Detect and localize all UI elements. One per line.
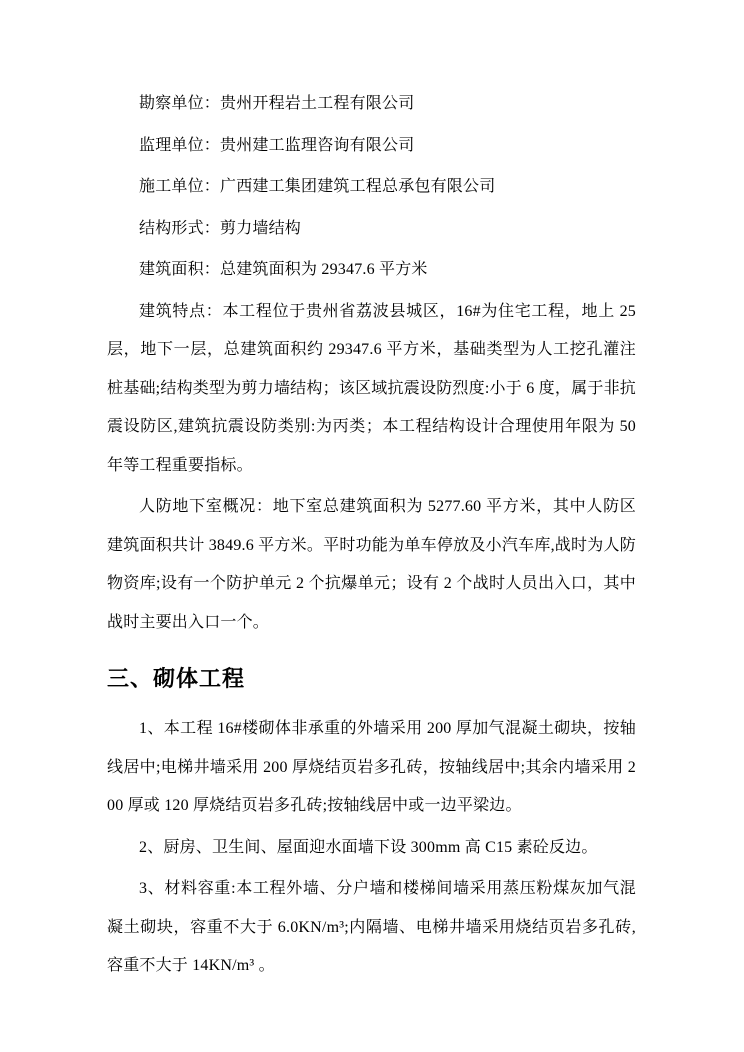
para-masonry-item-1: 1、本工程 16#楼砌体非承重的外墙采用 200 厚加气混凝土砌块，按轴线居中;电梯井墙采用 200 厚烧结页岩多孔砖，按轴线居中;其余内墙采用 200 厚或 120 厚烧结页岩多孔砖;按轴线居中或一边平梁边。	[107, 720, 636, 814]
para-survey-unit: 勘察单位：贵州开程岩土工程有限公司	[139, 95, 415, 112]
para-construction-unit: 施工单位：广西建工集团建筑工程总承包有限公司	[139, 178, 496, 195]
para-masonry-item-2: 2、厨房、卫生间、屋面迎水面墙下设 300mm 高 C15 素砼反边。	[139, 838, 598, 856]
section-heading-masonry-works: 三、砌体工程	[107, 666, 246, 691]
para-supervision-unit: 监理单位：贵州建工监理咨询有限公司	[139, 136, 415, 154]
para-civil-defense-basement: 人防地下室概况：地下室总建筑面积为 5277.60 平方米，其中人防区建筑面积共计 3849.6 平方米。平时功能为单车停放及小汽车库,战时为人防物资库;设有一个防护单元 2 个抗爆单元；设有 2 个战时人员出入口，其中战时主要出入口一个。	[107, 498, 636, 631]
para-structure-type: 结构形式：剪力墙结构	[139, 219, 302, 237]
para-building-area: 建筑面积：总建筑面积为 29347.6 平方米	[139, 261, 428, 278]
para-masonry-item-3: 3、材料容重:本工程外墙、分户墙和楼梯间墙采用蒸压粉煤灰加气混凝土砌块，容重不大于 6.0KN/m³;内隔墙、电梯井墙采用烧结页岩多孔砖,容重不大于 14KN/m³ 。	[107, 880, 636, 974]
para-building-features: 建筑特点：本工程位于贵州省荔波县城区，16#为住宅工程，地上 25 层，地下一层，总建筑面积约 29347.6 平方米，基础类型为人工挖孔灌注桩基础;结构类型为剪力墙结构；该区域抗震设防烈度:小于 6 度，属于非抗震设防区,建筑抗震设防类别:为丙类；本工程结构设计合理使用年限为 50 年等工程重要指标。	[107, 302, 636, 474]
